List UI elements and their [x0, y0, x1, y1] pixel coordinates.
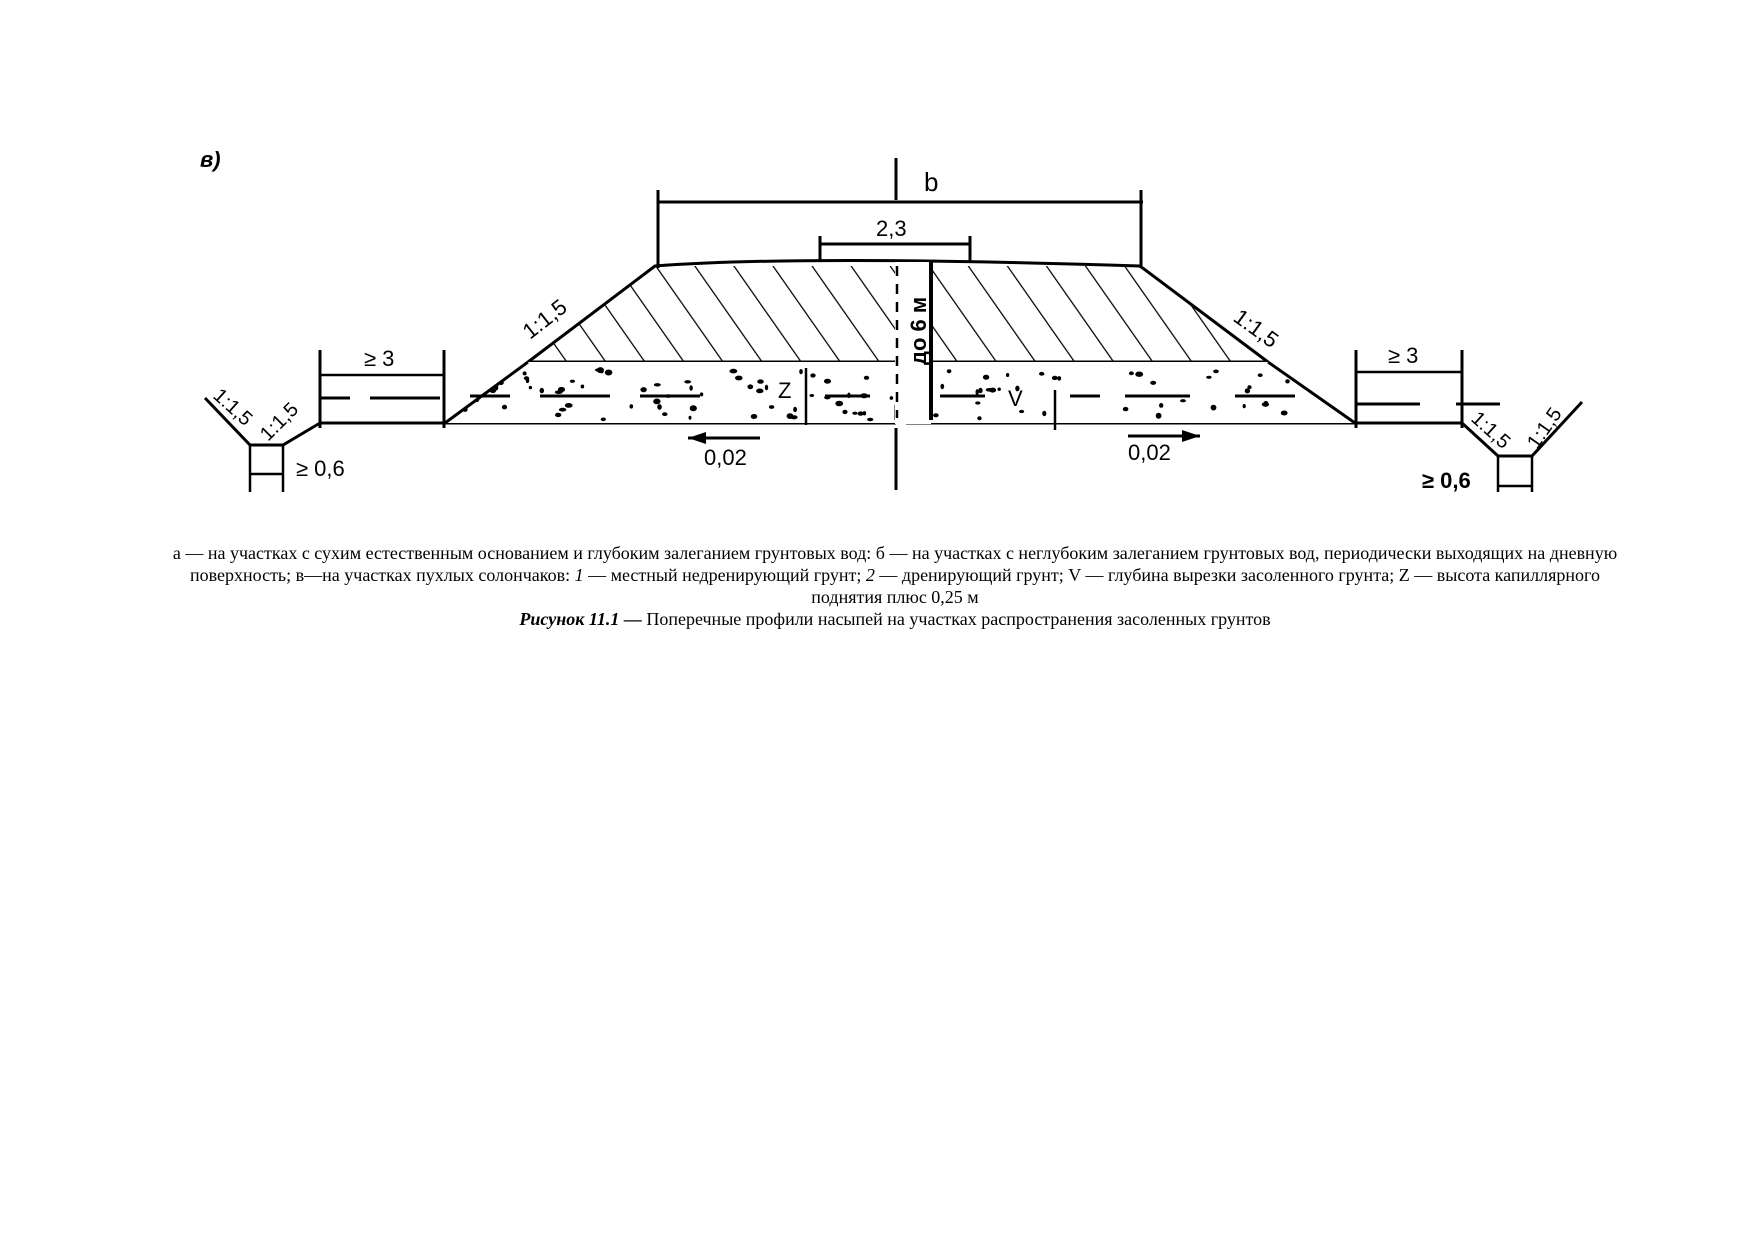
caption-legend-n2: 2	[865, 565, 875, 585]
texture-dot	[1129, 371, 1134, 375]
berm-left-label: ≥ 3	[364, 346, 395, 371]
texture-dot	[460, 380, 464, 384]
texture-dot	[689, 416, 692, 420]
texture-dot	[526, 378, 530, 383]
texture-dot	[1180, 399, 1186, 402]
texture-dot	[810, 373, 815, 377]
texture-dot	[765, 385, 768, 391]
texture-dot	[983, 375, 989, 380]
grade-label-left: 0,02	[704, 445, 747, 470]
texture-dot	[977, 416, 981, 420]
texture-dot	[863, 411, 867, 415]
texture-dot	[1052, 376, 1058, 380]
grade-label-right: 0,02	[1128, 440, 1171, 465]
height-label: до 6 м	[906, 296, 931, 365]
texture-dot	[799, 369, 803, 374]
texture-dot	[1150, 381, 1156, 385]
texture-dot	[735, 376, 743, 381]
figure-title: Поперечные профили насыпей на участках распространения засоленных грунтов	[641, 609, 1271, 629]
texture-dot	[975, 401, 980, 404]
ditch-slope-label-right-a: 1:1,5	[1466, 407, 1515, 454]
texture-dot	[757, 379, 764, 383]
texture-dot	[684, 380, 691, 383]
dim-crown-label: 2,3	[876, 216, 907, 241]
texture-dot	[1243, 404, 1246, 408]
texture-dot	[976, 389, 979, 395]
texture-dot	[787, 413, 794, 419]
texture-dot	[747, 384, 753, 389]
texture-dot	[464, 384, 470, 387]
texture-dot	[1057, 376, 1061, 381]
texture-dot	[565, 403, 573, 408]
texture-dot	[793, 407, 797, 412]
texture-dot	[529, 386, 532, 389]
texture-dot	[842, 410, 847, 414]
texture-dot	[653, 399, 660, 405]
texture-dot	[751, 414, 758, 419]
caption-legend-n1: 1	[574, 565, 584, 585]
texture-dot	[978, 388, 982, 393]
texture-dot	[810, 394, 815, 397]
texture-dot	[597, 367, 604, 373]
figure-caption	[160, 542, 1630, 630]
figure-number: Рисунок 11.1 —	[519, 609, 642, 629]
texture-dot	[1006, 373, 1009, 377]
texture-dot	[447, 391, 454, 395]
z-label: Z	[778, 378, 792, 403]
texture-dot	[1135, 372, 1143, 377]
texture-dot	[640, 387, 646, 392]
texture-dot	[630, 404, 634, 408]
texture-dot	[455, 405, 460, 410]
texture-dot	[654, 383, 661, 386]
texture-dot	[1307, 384, 1312, 388]
texture-dot	[730, 369, 738, 374]
caption-legend-t1: — местный недренирующий грунт;	[583, 565, 866, 585]
texture-dot	[1258, 373, 1263, 377]
texture-dot	[570, 380, 575, 383]
texture-dot	[480, 387, 484, 392]
texture-dot	[933, 413, 939, 417]
texture-dot	[1213, 370, 1219, 374]
texture-dot	[756, 389, 763, 394]
ditch-slope-label-left-a: 1:1,5	[208, 384, 257, 431]
texture-dot	[1206, 376, 1211, 379]
texture-dot	[523, 371, 527, 375]
ditch-slope-label-left-b: 1:1,5	[255, 398, 303, 446]
berm-right-label: ≥ 3	[1388, 343, 1419, 368]
texture-dot	[835, 401, 843, 407]
texture-dot	[662, 412, 667, 416]
texture-dot	[1285, 379, 1290, 383]
texture-dot	[657, 404, 662, 410]
texture-dot	[689, 385, 692, 391]
texture-dot	[947, 369, 952, 373]
texture-dot	[1262, 402, 1269, 406]
panel-label: в)	[200, 147, 221, 172]
texture-dot	[864, 376, 869, 380]
texture-dot	[824, 379, 831, 384]
grade-arrow-right-head	[1182, 430, 1200, 442]
texture-dot	[998, 388, 1001, 391]
ditch-right-label: ≥ 0,6	[1422, 468, 1471, 493]
texture-dot	[502, 405, 507, 410]
texture-dot	[1123, 407, 1129, 411]
texture-dot	[540, 388, 545, 393]
texture-dot	[1042, 411, 1046, 416]
caption-legend-t2: — дренирующий грунт; V — глубина вырезки засоленного грунта; Z — высота капиллярного поднятия плюс 0,25 м	[811, 565, 1600, 607]
texture-dot	[559, 408, 566, 412]
texture-dot	[690, 405, 697, 411]
slope-label-right: 1:1,5	[1229, 303, 1284, 353]
texture-dot	[940, 384, 944, 389]
texture-dot	[867, 418, 873, 421]
v-label: V	[1008, 386, 1023, 411]
texture-dot	[700, 392, 703, 396]
dim-b-label: b	[924, 167, 939, 197]
texture-dot	[986, 388, 993, 392]
texture-dot	[601, 418, 606, 422]
texture-dot	[1159, 403, 1163, 408]
texture-dot	[1281, 411, 1288, 416]
texture-dot	[1211, 405, 1217, 411]
texture-dot	[890, 396, 894, 400]
ditch-left-label: ≥ 0,6	[296, 456, 345, 481]
grade-arrow-left-head	[688, 432, 706, 444]
ditch-slope-label-right-b: 1:1,5	[1523, 403, 1567, 453]
slope-label-left: 1:1,5	[517, 294, 572, 344]
caption-legend	[160, 542, 1630, 608]
texture-dot	[469, 375, 476, 380]
texture-dot	[769, 405, 774, 409]
texture-dot	[852, 412, 857, 415]
caption-legend-text: а — на участках с сухим естественным основанием и глубоким залеганием грунтовых вод: б — на участках с неглубоким залеганием грунтовых вод, периодически выходящих на дневную поверхность; в—на участках пухлых солончаков:	[172, 543, 1618, 585]
texture-dot	[448, 393, 453, 396]
texture-dot	[605, 370, 613, 376]
texture-dot	[581, 385, 585, 389]
texture-dot	[558, 387, 565, 392]
caption-title	[160, 608, 1630, 630]
texture-dot	[1039, 372, 1044, 376]
texture-dot	[555, 413, 561, 417]
texture-dot	[1247, 385, 1251, 389]
texture-dot	[1156, 413, 1162, 419]
